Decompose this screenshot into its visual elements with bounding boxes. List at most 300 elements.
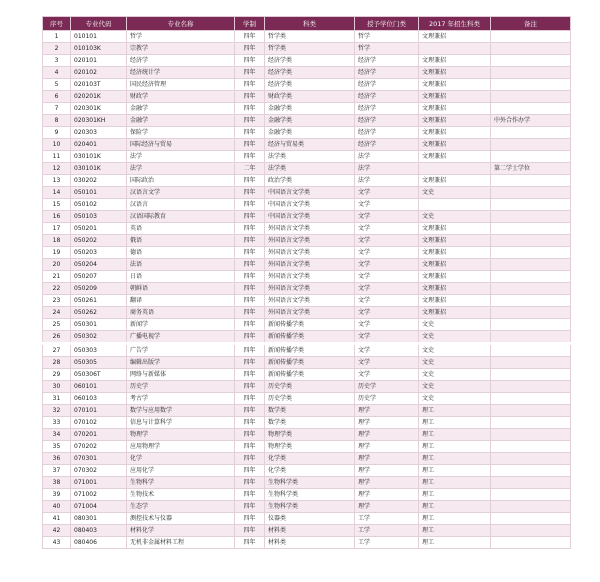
major-table bbox=[42, 16, 571, 549]
table-row bbox=[43, 393, 571, 405]
table-cell: 经济学 bbox=[355, 127, 419, 139]
table-cell bbox=[491, 283, 571, 295]
table-cell: 生态学 bbox=[127, 501, 235, 513]
table-cell: 39 bbox=[43, 489, 71, 501]
table-cell: 网络与新媒体 bbox=[127, 369, 235, 381]
table-cell: 文学 bbox=[355, 307, 419, 319]
table-cell: 070101 bbox=[71, 405, 127, 417]
table-cell bbox=[491, 235, 571, 247]
table-row bbox=[43, 235, 571, 247]
table-cell bbox=[491, 247, 571, 259]
table-cell: 经济统计学 bbox=[127, 67, 235, 79]
table-cell: 文理兼招 bbox=[419, 259, 491, 271]
table-cell: 四年 bbox=[235, 537, 265, 549]
table-cell: 四年 bbox=[235, 331, 265, 344]
table-cell: 四年 bbox=[235, 513, 265, 525]
table-cell: 经济与贸易类 bbox=[265, 139, 355, 151]
table-row bbox=[43, 429, 571, 441]
table-cell: 050209 bbox=[71, 283, 127, 295]
table-cell: 理工 bbox=[419, 429, 491, 441]
table-row bbox=[43, 211, 571, 223]
table-cell: 四年 bbox=[235, 139, 265, 151]
table-cell: 理工 bbox=[419, 501, 491, 513]
table-cell: 23 bbox=[43, 295, 71, 307]
table-cell: 理学 bbox=[355, 429, 419, 441]
table-cell: 010101 bbox=[71, 31, 127, 43]
table-cell: 19 bbox=[43, 247, 71, 259]
table-row bbox=[43, 381, 571, 393]
table-cell: 金融学 bbox=[127, 103, 235, 115]
table-row bbox=[43, 405, 571, 417]
table-cell: 010103K bbox=[71, 43, 127, 55]
table-cell bbox=[491, 295, 571, 307]
table-cell: 二年 bbox=[235, 163, 265, 175]
table-cell bbox=[491, 525, 571, 537]
table-cell: 外国语言文学类 bbox=[265, 247, 355, 259]
table-row bbox=[43, 369, 571, 381]
table-cell bbox=[491, 271, 571, 283]
table-row bbox=[43, 465, 571, 477]
table-cell: 外国语言文学类 bbox=[265, 283, 355, 295]
table-cell: 应用物理学 bbox=[127, 441, 235, 453]
table-cell: 24 bbox=[43, 307, 71, 319]
column-header: 专业名称 bbox=[127, 17, 235, 31]
table-cell: 020303 bbox=[71, 127, 127, 139]
table-cell: 四年 bbox=[235, 453, 265, 465]
table-cell: 哲学类 bbox=[265, 43, 355, 55]
table-row bbox=[43, 151, 571, 163]
table-cell: 31 bbox=[43, 393, 71, 405]
table-cell: 071004 bbox=[71, 501, 127, 513]
table-cell: 28 bbox=[43, 357, 71, 369]
table-cell: 16 bbox=[43, 211, 71, 223]
table-cell: 新闻传播学类 bbox=[265, 369, 355, 381]
table-cell: 哲学 bbox=[355, 31, 419, 43]
table-cell: 工学 bbox=[355, 513, 419, 525]
table-cell: 四年 bbox=[235, 525, 265, 537]
table-cell: 四年 bbox=[235, 175, 265, 187]
table-cell: 071001 bbox=[71, 477, 127, 489]
table-cell: 政治学类 bbox=[265, 175, 355, 187]
table-row bbox=[43, 223, 571, 235]
table-cell bbox=[491, 537, 571, 549]
table-cell: 29 bbox=[43, 369, 71, 381]
table-cell: 050305 bbox=[71, 357, 127, 369]
table-cell: 商务英语 bbox=[127, 307, 235, 319]
table-row bbox=[43, 103, 571, 115]
table-cell: 国民经济管理 bbox=[127, 79, 235, 91]
table-cell: 38 bbox=[43, 477, 71, 489]
table-cell: 20 bbox=[43, 259, 71, 271]
table-cell: 经济学类 bbox=[265, 67, 355, 79]
table-cell: 文学 bbox=[355, 283, 419, 295]
table-cell: 理学 bbox=[355, 477, 419, 489]
column-header: 科类 bbox=[265, 17, 355, 31]
table-cell: 070102 bbox=[71, 417, 127, 429]
table-cell: 四年 bbox=[235, 283, 265, 295]
table-cell: 文理兼招 bbox=[419, 103, 491, 115]
table-cell: 文学 bbox=[355, 235, 419, 247]
table-cell: 四年 bbox=[235, 103, 265, 115]
table-cell bbox=[491, 429, 571, 441]
table-cell: 编辑出版学 bbox=[127, 357, 235, 369]
table-cell: 汉语言文学 bbox=[127, 187, 235, 199]
table-cell: 物理学类 bbox=[265, 441, 355, 453]
table-cell: 翻译 bbox=[127, 295, 235, 307]
table-cell: 四年 bbox=[235, 247, 265, 259]
table-cell bbox=[491, 453, 571, 465]
table-cell: 四年 bbox=[235, 477, 265, 489]
table-cell bbox=[419, 199, 491, 211]
table-cell: 哲学类 bbox=[265, 31, 355, 43]
table-cell: 四年 bbox=[235, 79, 265, 91]
table-cell bbox=[491, 79, 571, 91]
table-cell: 工学 bbox=[355, 525, 419, 537]
table-cell: 四年 bbox=[235, 429, 265, 441]
table-cell: 四年 bbox=[235, 295, 265, 307]
table-cell: 41 bbox=[43, 513, 71, 525]
table-cell: 050204 bbox=[71, 259, 127, 271]
table-cell: 哲学 bbox=[355, 43, 419, 55]
table-cell: 050303 bbox=[71, 344, 127, 357]
table-cell: 经济学类 bbox=[265, 79, 355, 91]
table-cell: 四年 bbox=[235, 151, 265, 163]
table-cell bbox=[491, 489, 571, 501]
table-cell: 30 bbox=[43, 381, 71, 393]
table-cell: 文理兼招 bbox=[419, 271, 491, 283]
table-cell: 理工 bbox=[419, 417, 491, 429]
column-header: 授予学位门类 bbox=[355, 17, 419, 31]
table-row bbox=[43, 43, 571, 55]
table-cell: 四年 bbox=[235, 223, 265, 235]
table-cell: 历史学类 bbox=[265, 381, 355, 393]
table-cell: 生物科学类 bbox=[265, 489, 355, 501]
table-cell: 文学 bbox=[355, 331, 419, 344]
table-cell bbox=[491, 31, 571, 43]
table-row bbox=[43, 537, 571, 549]
table-cell: 030202 bbox=[71, 175, 127, 187]
table-cell bbox=[491, 187, 571, 199]
table-cell: 文理兼招 bbox=[419, 223, 491, 235]
table-cell: 文理兼招 bbox=[419, 247, 491, 259]
table-cell: 外国语言文学类 bbox=[265, 259, 355, 271]
table-cell: 金融学类 bbox=[265, 103, 355, 115]
table-cell: 17 bbox=[43, 223, 71, 235]
table-cell: 文学 bbox=[355, 199, 419, 211]
table-row bbox=[43, 453, 571, 465]
table-cell: 文理兼招 bbox=[419, 151, 491, 163]
table-cell: 理学 bbox=[355, 441, 419, 453]
table-cell: 广告学 bbox=[127, 344, 235, 357]
table-cell: 经济学 bbox=[355, 55, 419, 67]
table-cell: 外国语言文学类 bbox=[265, 295, 355, 307]
table-header-row bbox=[43, 17, 571, 31]
table-cell: 文理兼招 bbox=[419, 139, 491, 151]
table-cell: 四年 bbox=[235, 344, 265, 357]
table-cell bbox=[419, 43, 491, 55]
table-cell: 保险学 bbox=[127, 127, 235, 139]
table-cell: 12 bbox=[43, 163, 71, 175]
table-cell: 050201 bbox=[71, 223, 127, 235]
table-cell: 四年 bbox=[235, 393, 265, 405]
table-cell bbox=[491, 381, 571, 393]
table-cell: 理工 bbox=[419, 453, 491, 465]
table-cell: 生物科学类 bbox=[265, 477, 355, 489]
table-cell: 文学 bbox=[355, 344, 419, 357]
table-cell: 8 bbox=[43, 115, 71, 127]
table-cell: 德语 bbox=[127, 247, 235, 259]
table-row bbox=[43, 247, 571, 259]
table-cell: 文学 bbox=[355, 357, 419, 369]
table-cell: 文理兼招 bbox=[419, 127, 491, 139]
table-cell: 文学 bbox=[355, 247, 419, 259]
table-cell: 财政学 bbox=[127, 91, 235, 103]
column-header: 备注 bbox=[491, 17, 571, 31]
table-cell: 070301 bbox=[71, 453, 127, 465]
table-cell: 文学 bbox=[355, 187, 419, 199]
column-header: 学制 bbox=[235, 17, 265, 31]
major-table-container bbox=[42, 16, 570, 549]
table-cell: 哲学 bbox=[127, 31, 235, 43]
table-cell: 050102 bbox=[71, 199, 127, 211]
table-row bbox=[43, 501, 571, 513]
table-cell: 13 bbox=[43, 175, 71, 187]
table-row bbox=[43, 525, 571, 537]
table-row bbox=[43, 319, 571, 331]
table-cell: 060103 bbox=[71, 393, 127, 405]
table-cell: 050306T bbox=[71, 369, 127, 381]
table-cell: 外国语言文学类 bbox=[265, 307, 355, 319]
table-cell: 四年 bbox=[235, 489, 265, 501]
table-cell: 四年 bbox=[235, 307, 265, 319]
table-cell: 化学 bbox=[127, 453, 235, 465]
column-header: 2017 年招生科类 bbox=[419, 17, 491, 31]
table-cell: 理工 bbox=[419, 513, 491, 525]
table-cell: 文学 bbox=[355, 211, 419, 223]
table-cell: 经济学 bbox=[127, 55, 235, 67]
table-cell: 新闻传播学类 bbox=[265, 331, 355, 344]
table-cell: 朝鲜语 bbox=[127, 283, 235, 295]
table-row bbox=[43, 417, 571, 429]
table-cell bbox=[491, 55, 571, 67]
table-cell: 25 bbox=[43, 319, 71, 331]
table-cell bbox=[491, 223, 571, 235]
table-cell: 理学 bbox=[355, 453, 419, 465]
table-cell: 050207 bbox=[71, 271, 127, 283]
table-row bbox=[43, 295, 571, 307]
table-cell: 070202 bbox=[71, 441, 127, 453]
table-cell: 历史学类 bbox=[265, 393, 355, 405]
table-cell: 080403 bbox=[71, 525, 127, 537]
table-cell: 四年 bbox=[235, 115, 265, 127]
table-cell: 文史 bbox=[419, 187, 491, 199]
table-cell: 汉语国际教育 bbox=[127, 211, 235, 223]
table-row bbox=[43, 441, 571, 453]
table-cell: 文理兼招 bbox=[419, 79, 491, 91]
table-cell: 43 bbox=[43, 537, 71, 549]
table-cell: 文理兼招 bbox=[419, 55, 491, 67]
table-cell: 化学类 bbox=[265, 453, 355, 465]
table-cell: 21 bbox=[43, 271, 71, 283]
table-cell: 6 bbox=[43, 91, 71, 103]
table-cell: 中外合作办学 bbox=[491, 115, 571, 127]
table-cell: 11 bbox=[43, 151, 71, 163]
table-cell: 理学 bbox=[355, 417, 419, 429]
table-cell: 新闻传播学类 bbox=[265, 357, 355, 369]
table-cell bbox=[491, 175, 571, 187]
table-cell: 文理兼招 bbox=[419, 115, 491, 127]
table-cell bbox=[491, 441, 571, 453]
table-cell: 四年 bbox=[235, 91, 265, 103]
table-cell: 020101 bbox=[71, 55, 127, 67]
table-cell: 法学 bbox=[127, 163, 235, 175]
table-cell: 文学 bbox=[355, 271, 419, 283]
table-cell: 070201 bbox=[71, 429, 127, 441]
table-cell: 国际政治 bbox=[127, 175, 235, 187]
table-cell: 文学 bbox=[355, 223, 419, 235]
table-cell: 法学 bbox=[355, 151, 419, 163]
table-cell: 理工 bbox=[419, 441, 491, 453]
table-cell: 经济学 bbox=[355, 139, 419, 151]
table-cell: 071002 bbox=[71, 489, 127, 501]
table-cell: 理工 bbox=[419, 405, 491, 417]
table-cell: 1 bbox=[43, 31, 71, 43]
table-row bbox=[43, 127, 571, 139]
table-cell: 化学类 bbox=[265, 465, 355, 477]
table-row bbox=[43, 357, 571, 369]
table-cell: 法语 bbox=[127, 259, 235, 271]
table-cell bbox=[491, 369, 571, 381]
table-cell: 文史 bbox=[419, 344, 491, 357]
table-cell: 历史学 bbox=[355, 393, 419, 405]
table-cell: 四年 bbox=[235, 501, 265, 513]
table-cell: 四年 bbox=[235, 405, 265, 417]
table-cell: 030101K bbox=[71, 151, 127, 163]
table-cell: 新闻学 bbox=[127, 319, 235, 331]
table-cell: 第二学士学位 bbox=[491, 163, 571, 175]
table-cell: 法学 bbox=[355, 175, 419, 187]
table-cell: 文史 bbox=[419, 211, 491, 223]
table-row bbox=[43, 307, 571, 319]
table-cell: 050101 bbox=[71, 187, 127, 199]
table-cell: 27 bbox=[43, 344, 71, 357]
table-row bbox=[43, 115, 571, 127]
table-cell: 050202 bbox=[71, 235, 127, 247]
table-cell: 5 bbox=[43, 79, 71, 91]
table-cell: 文理兼招 bbox=[419, 295, 491, 307]
table-cell: 外国语言文学类 bbox=[265, 223, 355, 235]
table-cell: 020401 bbox=[71, 139, 127, 151]
table-cell: 经济学 bbox=[355, 115, 419, 127]
table-cell: 生物科学类 bbox=[265, 501, 355, 513]
table-cell bbox=[419, 163, 491, 175]
table-cell: 四年 bbox=[235, 319, 265, 331]
table-row bbox=[43, 344, 571, 357]
table-row bbox=[43, 163, 571, 175]
table-cell: 9 bbox=[43, 127, 71, 139]
table-cell: 36 bbox=[43, 453, 71, 465]
table-cell: 宗教学 bbox=[127, 43, 235, 55]
table-cell: 物理学 bbox=[127, 429, 235, 441]
table-cell: 060101 bbox=[71, 381, 127, 393]
table-cell: 英语 bbox=[127, 223, 235, 235]
table-cell: 四年 bbox=[235, 271, 265, 283]
table-cell: 050203 bbox=[71, 247, 127, 259]
table-cell bbox=[491, 43, 571, 55]
table-cell: 030101K bbox=[71, 163, 127, 175]
table-cell: 经济学 bbox=[355, 79, 419, 91]
table-cell: 四年 bbox=[235, 43, 265, 55]
table-cell: 文学 bbox=[355, 259, 419, 271]
table-cell: 应用化学 bbox=[127, 465, 235, 477]
table-cell: 外国语言文学类 bbox=[265, 271, 355, 283]
table-cell: 文理兼招 bbox=[419, 283, 491, 295]
table-cell: 四年 bbox=[235, 211, 265, 223]
table-row bbox=[43, 199, 571, 211]
table-cell: 18 bbox=[43, 235, 71, 247]
table-row bbox=[43, 259, 571, 271]
table-row bbox=[43, 271, 571, 283]
table-cell: 四年 bbox=[235, 67, 265, 79]
table-cell: 理学 bbox=[355, 501, 419, 513]
table-row bbox=[43, 67, 571, 79]
table-row bbox=[43, 513, 571, 525]
table-cell: 理工 bbox=[419, 537, 491, 549]
table-cell: 文理兼招 bbox=[419, 235, 491, 247]
table-cell: 测控技术与仪器 bbox=[127, 513, 235, 525]
table-cell: 理工 bbox=[419, 477, 491, 489]
table-cell bbox=[491, 307, 571, 319]
table-cell bbox=[491, 344, 571, 357]
table-cell: 080406 bbox=[71, 537, 127, 549]
table-cell: 文理兼招 bbox=[419, 91, 491, 103]
table-cell bbox=[491, 319, 571, 331]
table-cell: 经济学 bbox=[355, 103, 419, 115]
table-cell: 14 bbox=[43, 187, 71, 199]
table-row bbox=[43, 139, 571, 151]
table-cell: 文理兼招 bbox=[419, 31, 491, 43]
table-cell: 生物科学 bbox=[127, 477, 235, 489]
table-cell: 文史 bbox=[419, 331, 491, 344]
table-cell: 020301K bbox=[71, 103, 127, 115]
table-cell bbox=[491, 501, 571, 513]
table-cell: 34 bbox=[43, 429, 71, 441]
table-body bbox=[43, 31, 571, 549]
table-cell: 四年 bbox=[235, 357, 265, 369]
column-header: 专业代码 bbox=[71, 17, 127, 31]
table-cell: 理学 bbox=[355, 405, 419, 417]
table-cell: 理工 bbox=[419, 465, 491, 477]
table-cell: 文理兼招 bbox=[419, 175, 491, 187]
table-cell: 2 bbox=[43, 43, 71, 55]
table-row bbox=[43, 489, 571, 501]
table-cell: 中国语言文学类 bbox=[265, 187, 355, 199]
table-cell: 3 bbox=[43, 55, 71, 67]
table-cell: 中国语言文学类 bbox=[265, 211, 355, 223]
table-cell: 050262 bbox=[71, 307, 127, 319]
table-cell: 物理学类 bbox=[265, 429, 355, 441]
table-cell bbox=[491, 331, 571, 344]
table-cell: 26 bbox=[43, 331, 71, 344]
table-cell: 国际经济与贸易 bbox=[127, 139, 235, 151]
table-cell: 050103 bbox=[71, 211, 127, 223]
table-cell bbox=[491, 67, 571, 79]
table-cell: 10 bbox=[43, 139, 71, 151]
table-cell: 四年 bbox=[235, 235, 265, 247]
table-cell: 文史 bbox=[419, 393, 491, 405]
table-cell: 外国语言文学类 bbox=[265, 235, 355, 247]
table-cell: 理工 bbox=[419, 489, 491, 501]
